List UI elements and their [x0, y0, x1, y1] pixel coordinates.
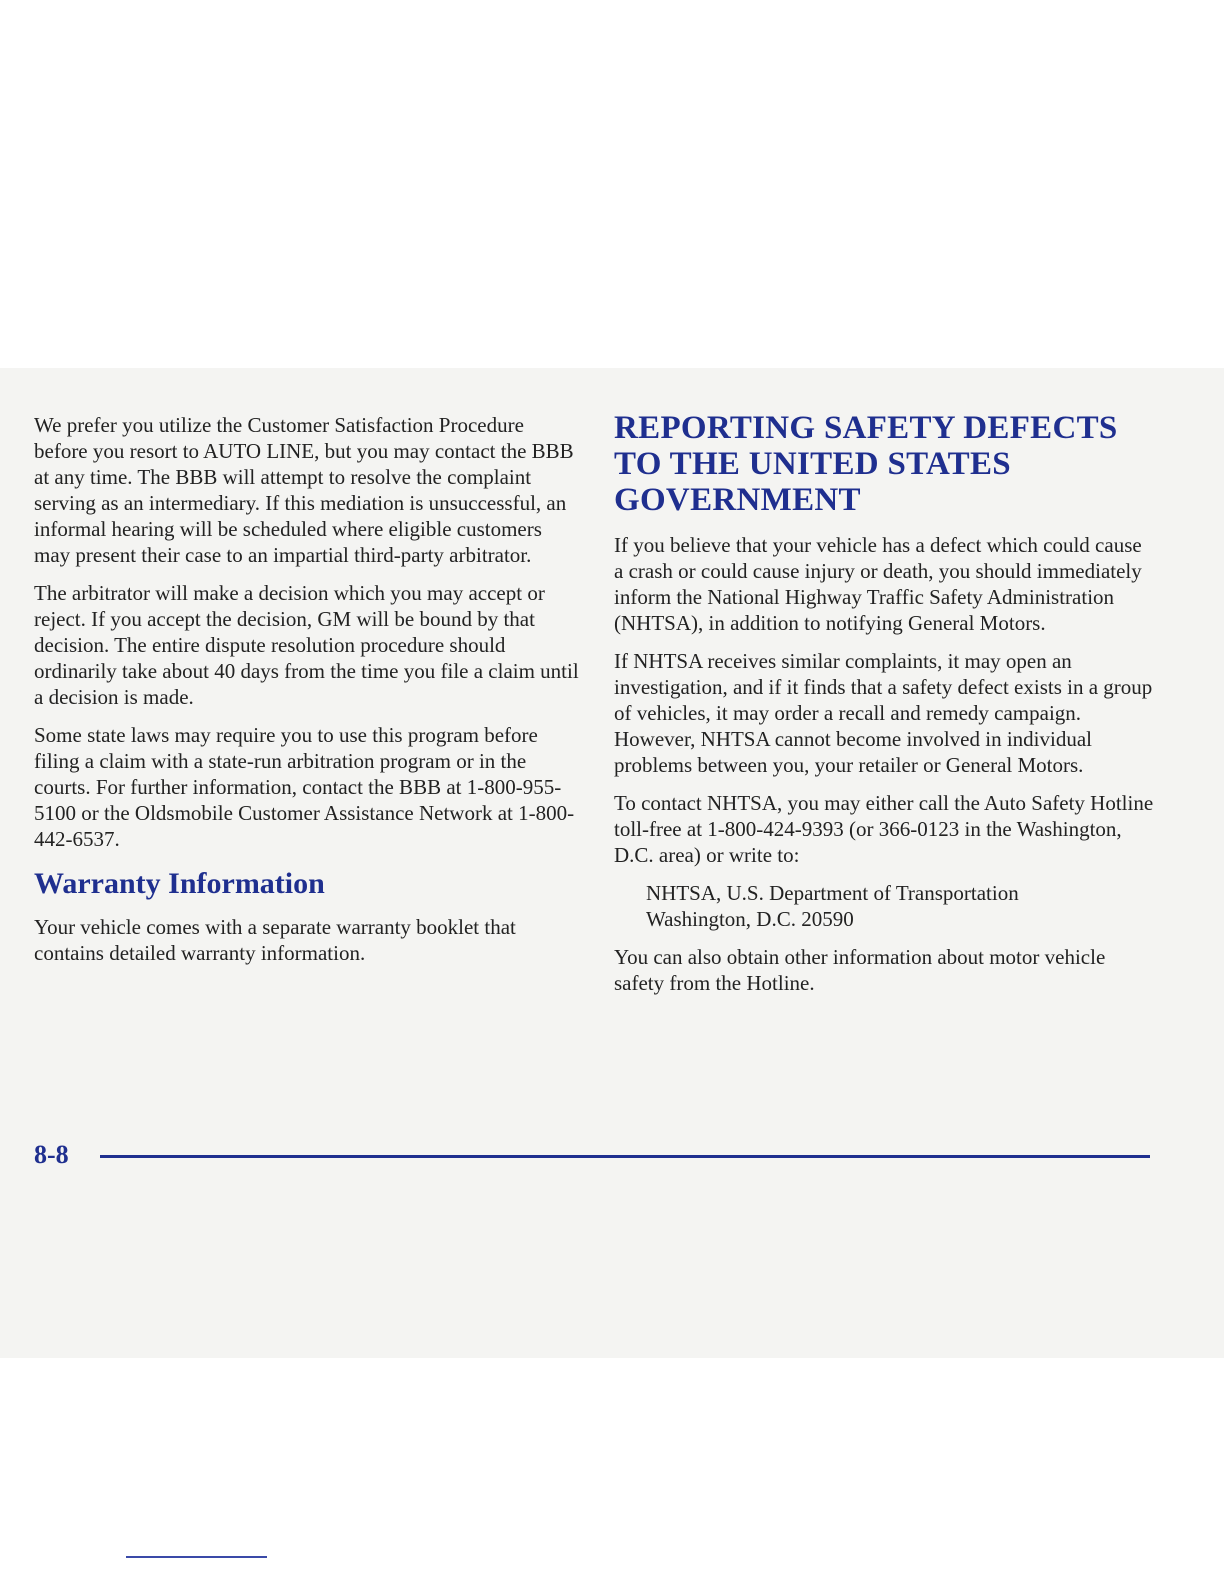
- paragraph-customer-satisfaction: We prefer you utilize the Customer Satisfaction Procedure before you resort to AUTO LINE, but you may contact the BBB at any time. The BBB will attempt to resolve the complaint serving as an intermediary. If this mediation is unsuccessful, an informal hearing will be scheduled where eligible customers may present their case to an impartial third-party arbitrator.: [34, 413, 574, 567]
- left-column: [34, 412, 579, 978]
- paragraph-defect-belief: If you believe that your vehicle has a defect which could cause a crash or could cause injury or death, you should immediately inform the National Highway Traffic Safety Administration (NHTSA), in addition to notifying General Motors.: [614, 533, 1142, 635]
- paragraph-hotline-info: You can also obtain other information about motor vehicle safety from the Hotline.: [614, 945, 1106, 995]
- page-footer: [34, 1140, 1150, 1176]
- warranty-heading: Warranty Information: [34, 867, 325, 900]
- address-line-1: NHTSA, U.S. Department of Transportation: [646, 881, 1019, 905]
- safety-defects-heading: REPORTING SAFETY DEFECTS TO THE UNITED STATES GOVERNMENT: [614, 410, 1118, 518]
- paragraph-arbitrator-decision: The arbitrator will make a decision which you may accept or reject. If you accept the decision, GM will be bound by that decision. The entire dispute resolution procedure should ordinarily take about 40 days from the time you file a claim until a decision is made.: [34, 581, 579, 709]
- paragraph-contact-nhtsa: To contact NHTSA, you may either call the Auto Safety Hotline toll-free at 1-800-424-9393 (or 366-0123 in the Washington, D.C. area) or write to:: [614, 791, 1154, 867]
- paragraph-warranty: Your vehicle comes with a separate warranty booklet that contains detailed warranty information.: [34, 915, 516, 965]
- address-line-2: Washington, D.C. 20590: [646, 907, 854, 931]
- page-number: 8-8: [34, 1140, 69, 1169]
- footer-rule: [100, 1155, 1150, 1158]
- paragraph-nhtsa-investigation: If NHTSA receives similar complaints, it may open an investigation, and if it finds that a safety defect exists in a group of vehicles, it may order a recall and remedy campaign. However, NHTSA cannot become involved in individual problems between you, your retailer or General Motors.: [614, 649, 1153, 777]
- nhtsa-address: [646, 880, 1154, 932]
- right-column: [614, 410, 1154, 1008]
- bottom-decorative-line: [126, 1556, 267, 1558]
- paragraph-state-laws: Some state laws may require you to use this program before filing a claim with a state-run arbitration program or in the courts. For further information, contact the BBB at 1-800-955-5100 or the Oldsmobile Customer Assistance Network at 1-800-442-6537.: [34, 723, 575, 851]
